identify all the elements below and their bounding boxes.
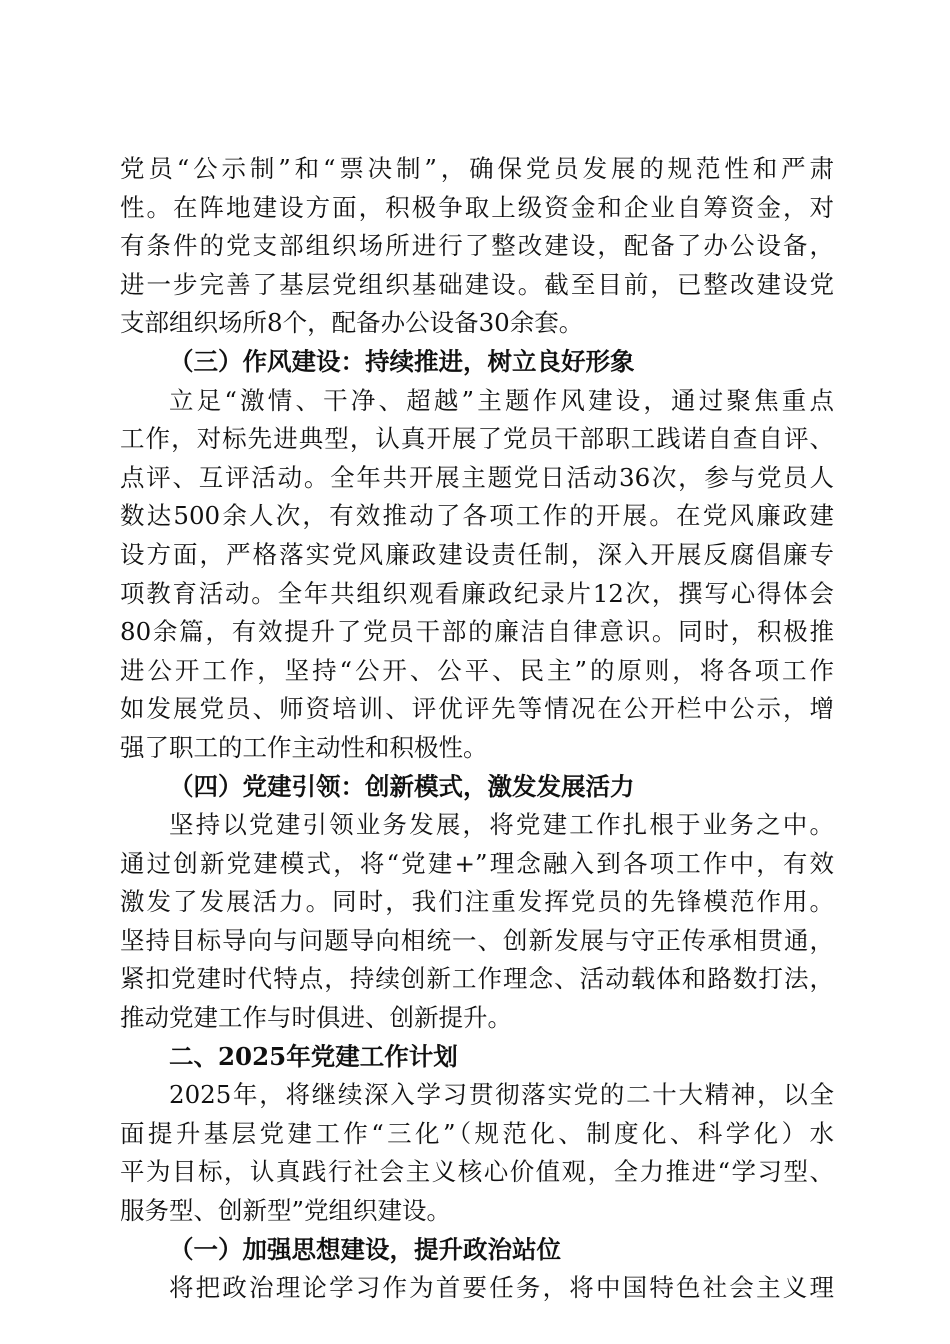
body-line: 设方面，严格落实党风廉政建设责任制，深入开展反腐倡廉专: [120, 539, 834, 569]
body-line: 工作，对标先进典型，认真开展了党员干部职工践诺自查自评、: [120, 424, 834, 454]
body-line: 80余篇，有效提升了党员干部的廉洁自律意识。同时，积极推: [120, 617, 834, 647]
body-line: 面提升基层党建工作“三化”（规范化、制度化、科学化）水: [120, 1118, 834, 1148]
body-line: 推动党建工作与时俱进、创新提升。: [120, 1003, 512, 1033]
body-line: 进一步完善了基层党组织基础建设。截至目前，已整改建设党: [120, 269, 834, 299]
section-heading-3: （三）作风建设：持续推进，树立良好形象: [169, 346, 635, 376]
body-line: 性。在阵地建设方面，积极争取上级资金和企业自筹资金，对: [120, 192, 834, 222]
section-heading-4: （四）党建引领：创新模式，激发发展活力: [169, 771, 635, 801]
body-line: 2025年，将继续深入学习贯彻落实党的二十大精神，以全: [169, 1080, 834, 1110]
body-line: 服务型、创新型”党组织建设。: [120, 1196, 452, 1226]
body-line: 有条件的党支部组织场所进行了整改建设，配备了办公设备，: [120, 231, 834, 261]
body-line: 强了职工的工作主动性和积极性。: [120, 732, 488, 762]
body-line: 立足“激情、干净、超越”主题作风建设，通过聚焦重点: [169, 385, 834, 415]
body-line: 激发了发展活力。同时，我们注重发挥党员的先锋模范作用。: [120, 887, 834, 917]
body-line: 紧扣党建时代特点，持续创新工作理念、活动载体和路数打法，: [120, 964, 834, 994]
body-line: 支部组织场所8个，配备办公设备30余套。: [120, 308, 584, 338]
body-line: 进公开工作，坚持“公开、公平、民主”的原则，将各项工作: [120, 655, 834, 685]
section-heading-plan-1: （一）加强思想建设，提升政治站位: [169, 1234, 561, 1264]
body-line: 项教育活动。全年共组织观看廉政纪录片12次，撰写心得体会: [120, 578, 834, 608]
body-line: 数达500余人次，有效推动了各项工作的开展。在党风廉政建: [120, 501, 834, 531]
document-body: [120, 150, 834, 1308]
body-line: 坚持目标导向与问题导向相统一、创新发展与守正传承相贯通，: [120, 925, 834, 955]
body-line: 如发展党员、师资培训、评优评先等情况在公开栏中公示，增: [120, 694, 834, 724]
body-line: 点评、互评活动。全年共开展主题党日活动36次，参与党员人: [120, 462, 834, 492]
chapter-heading: 二、2025年党建工作计划: [169, 1041, 458, 1071]
body-line: 党员“公示制”和“票决制”，确保党员发展的规范性和严肃: [120, 154, 834, 183]
body-line: 将把政治理论学习作为首要任务，将中国特色社会主义理: [169, 1273, 834, 1303]
body-line: 通过创新党建模式，将“党建+”理念融入到各项工作中，有效: [120, 848, 834, 878]
body-line: 平为目标，认真践行社会主义核心价值观，全力推进“学习型、: [120, 1157, 834, 1187]
body-line: 坚持以党建引领业务发展，将党建工作扎根于业务之中。: [169, 810, 834, 840]
